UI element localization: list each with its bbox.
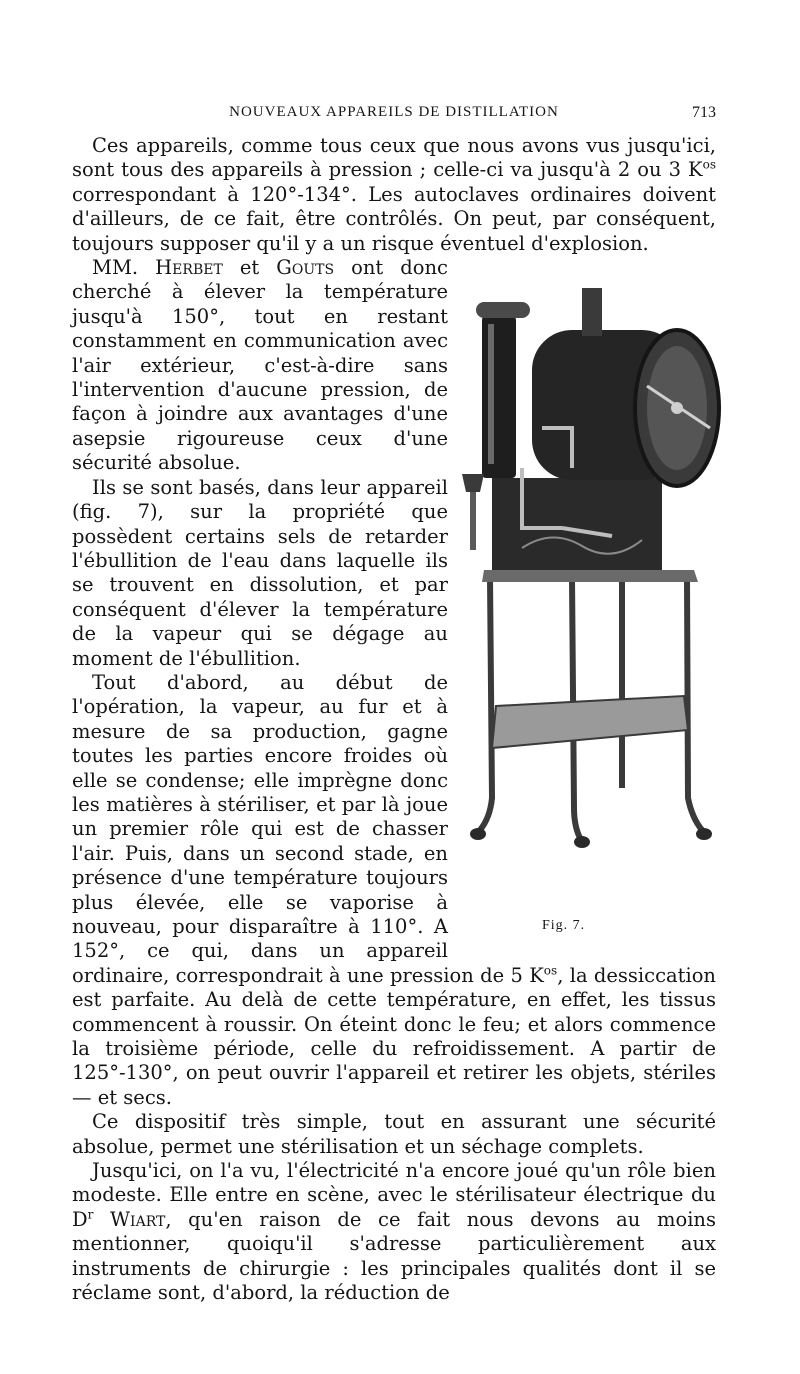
author-name-wiart: Wiart: [93, 1207, 166, 1231]
sterilizer-illustration: [462, 278, 724, 940]
paragraph-1: [72, 134, 716, 256]
paragraph-6: [72, 1159, 716, 1305]
figure-7: [462, 278, 724, 940]
stand-feet: [470, 828, 712, 848]
p4-text-b: , la dessiccation est parfaite. Au delà de cette température, en effet, les tissus commencent à roussir. On éteint donc le feu; et alors commence la troisième période, celle du refroidissement. A partir de 125°-130°, on peut ouvrir l'appareil et retirer les objets, stériles — et secs.: [72, 963, 716, 1109]
figure-caption: Fig. 7.: [542, 918, 586, 934]
page-number: 713: [692, 104, 716, 121]
author-name-herbet: Herbet: [155, 256, 223, 280]
stand-shelf: [492, 696, 688, 748]
page-header: [72, 104, 716, 128]
p6-text-b: , qu'en raison de ce fait nous devons au moins mentionner, quoiqu'il s'adresse particulièrement aux instruments de chirurgie : les principales qualités dont il se réclame sont, d'abord, la réduction de: [72, 1207, 716, 1305]
p2-text-b: et: [222, 256, 277, 280]
overflow-cup: [462, 474, 484, 492]
water-column: [482, 316, 516, 478]
p6-superscript: r: [87, 1207, 94, 1222]
p1-tail: correspondant à 120°-134°. Les autoclaves ordinaires doivent d'ailleurs, de ce fait, être contrôlés. On peut, par conséquent, toujours supposer qu'il y a un risque éventuel d'explosion.: [72, 182, 716, 255]
chimney: [582, 288, 602, 336]
author-name-gouts: Gouts: [276, 256, 335, 280]
p6-text-a: Jusqu'ici, on l'a vu, l'électricité n'a encore joué qu'un rôle bien modeste. Elle entre en scène, avec le stérilisateur électrique du D: [72, 1159, 716, 1231]
stand-top: [482, 570, 698, 582]
body-text: [72, 134, 716, 1306]
p1-text: Ces appareils, comme tous ceux que nous avons vus jusqu'ici, sont tous des appareils à pression ; celle-ci va jusqu'à 2 ou 3 K: [72, 134, 716, 182]
paragraph-5: Ce dispositif très simple, tout en assurant une sécurité absolue, permet une stérilisation et un séchage complets.: [72, 1110, 716, 1158]
p2-text-a: MM.: [92, 256, 156, 280]
running-title: NOUVEAUX APPAREILS DE DISTILLATION: [229, 104, 559, 120]
p4-superscript: os: [543, 963, 558, 978]
heater-box: [492, 478, 662, 570]
p2-text-c: ont donc cherché à élever la température jusqu'à 150°, tout en restant constamment en communication avec l'air extérieur, c'est-à-dire sans l'intervention d'aucune pression, de façon à joindre aux avantages d'une asepsie rigoureuse ceux d'une sécurité absolue.: [72, 256, 448, 475]
paragraph-3: Ils se sont basés, dans leur appareil (fig. 7), sur la propriété que possèdent certains sels de retarder l'ébullition de l'eau dans laquelle ils se trouvent en dissolution, et par conséquent d'élever la température de la vapeur qui se dégage au moment de l'ébullition.: [72, 475, 448, 670]
p1-superscript: os: [702, 157, 716, 172]
p4-text-a: Tout d'abord, au début de l'opération, la vapeur, au fur et à mesure de sa production, gagne toutes les parties encore froides où elle se condense; elle imprègne donc les matières à stériliser, et par là joue un premier rôle qui est de chasser l'air. Puis, dans un second stade, en présence d'une température toujours plus élevée, elle se vaporise à nouveau, pour disparaître à 110°. A 152°, ce qui, dans un appareil ordinaire, correspondrait à une pression de 5 K: [72, 670, 544, 987]
